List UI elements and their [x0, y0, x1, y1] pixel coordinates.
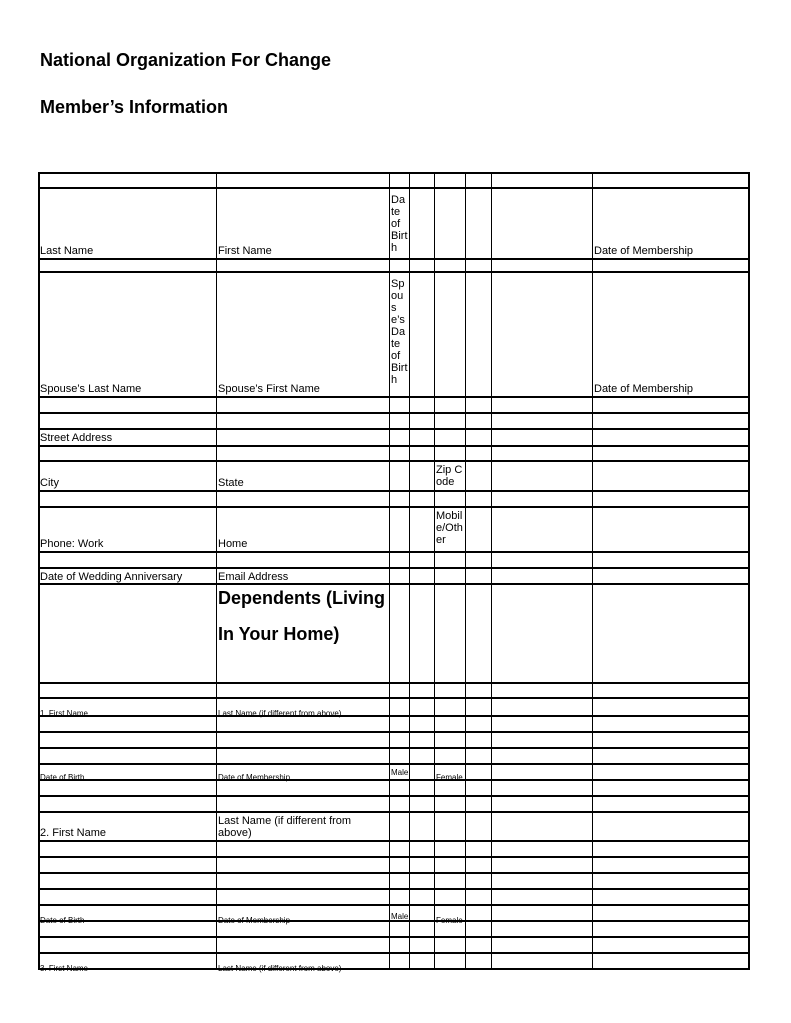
street-address-label: Street Address [40, 432, 113, 444]
dep3-last-name-label: Last Name (if different from above) [218, 964, 342, 973]
row-line [38, 952, 750, 954]
row-line [38, 697, 750, 699]
organization-title: National Organization For Change [40, 50, 332, 70]
state-label: State [218, 477, 244, 489]
spouse-first-name-label: Spouse’s First Name [218, 383, 320, 395]
date-of-membership-label: Date of Membership [594, 245, 694, 257]
dep2-first-name-label: 2. First Name [40, 827, 107, 839]
row-line [38, 271, 750, 273]
row-line [38, 779, 750, 781]
col-line [216, 172, 217, 970]
row-line [38, 258, 750, 260]
row-line [38, 172, 750, 174]
row-line [38, 567, 750, 569]
row-line [38, 731, 750, 733]
dep1-first-name-label: 1. First Name [40, 709, 89, 718]
col-line [409, 172, 410, 970]
last-name-label: Last Name [40, 245, 94, 257]
city-label: City [40, 477, 59, 489]
phone-work-label: Phone: Work [40, 538, 104, 550]
col-line [491, 172, 492, 970]
first-name-label: First Name [218, 245, 272, 257]
date-of-birth-label: Date of Birth [391, 194, 408, 254]
row-line [38, 811, 750, 813]
row-line [38, 583, 750, 585]
col-line [592, 172, 593, 970]
row-line [38, 412, 750, 414]
row-line [38, 872, 750, 874]
row-line [38, 428, 750, 430]
dep1-last-name-label: Last Name (if different from above) [218, 709, 342, 718]
dep2-date-of-birth-label: Date of Birth [40, 916, 85, 925]
email-address-label: Email Address [218, 571, 289, 583]
col-line [748, 172, 750, 970]
dep1-female-label: Female [436, 773, 463, 782]
dep2-female-label: Female [436, 916, 463, 925]
row-line [38, 747, 750, 749]
phone-mobile-label: Mobile/Other [436, 510, 463, 546]
col-line [389, 172, 390, 970]
row-line [38, 460, 750, 462]
row-line [38, 682, 750, 684]
row-line [38, 506, 750, 508]
form-title: Member’s Information [40, 97, 229, 117]
row-line [38, 936, 750, 938]
row-line [38, 904, 750, 906]
row-line [38, 715, 750, 717]
dep1-male-label: Male [391, 768, 408, 777]
dep2-last-name-label: Last Name (if different from above) [218, 815, 352, 839]
row-line [38, 396, 750, 398]
row-line [38, 445, 750, 447]
wedding-anniversary-label: Date of Wedding Anniversary [40, 571, 183, 583]
col-line [434, 172, 435, 970]
row-line [38, 840, 750, 842]
spouse-date-of-membership-label: Date of Membership [594, 383, 694, 395]
spouse-last-name-label: Spouse’s Last Name [40, 383, 142, 395]
col-line [465, 172, 466, 970]
zip-code-label: Zip Code [436, 464, 463, 488]
row-line [38, 763, 750, 765]
dep3-first-name-label: 3. First Name [40, 964, 89, 973]
dep2-male-label: Male [391, 912, 408, 921]
dep1-date-of-birth-label: Date of Birth [40, 773, 85, 782]
row-line [38, 968, 750, 970]
row-line [38, 187, 750, 189]
row-line [38, 888, 750, 890]
phone-home-label: Home [218, 538, 248, 550]
spouse-date-of-birth-label: Spouse’s Date of Birth [391, 278, 408, 386]
row-line [38, 551, 750, 553]
dep1-date-of-membership-label: Date of Membership [218, 773, 291, 782]
row-line [38, 795, 750, 797]
row-line [38, 490, 750, 492]
dependents-heading: Dependents (Living In Your Home) [218, 588, 386, 644]
dep2-date-of-membership-label: Date of Membership [218, 916, 291, 925]
row-line [38, 856, 750, 858]
